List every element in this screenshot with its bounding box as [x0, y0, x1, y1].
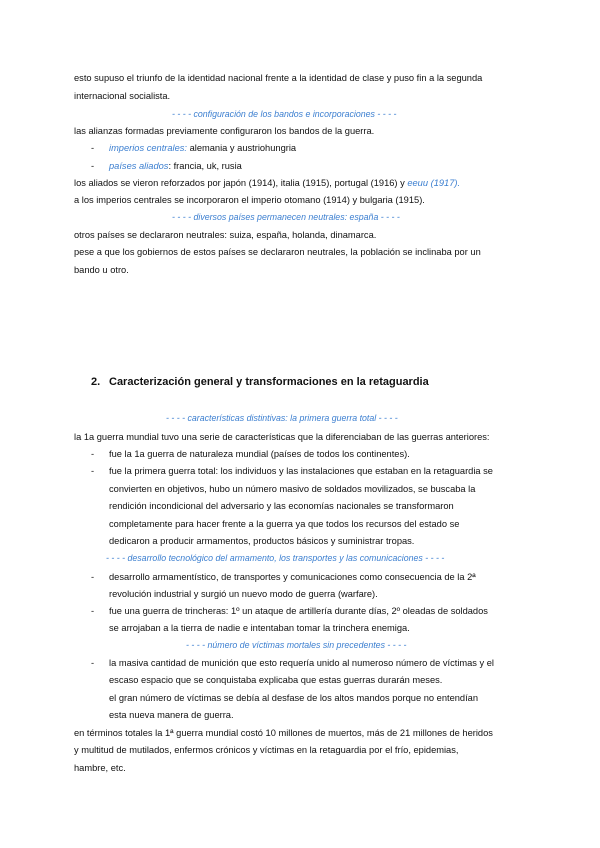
bullet-dash: -: [91, 143, 95, 153]
list-item-line: rendición incondicional del adversario y las economías nacionales se transformaron: [109, 501, 454, 511]
paragraph-line: y multitud de mutilados, enfermos crónicos y víctimas en la retaguardia por el frío, epidemias,: [74, 745, 459, 755]
list-item-line: desarrollo armamentístico, de transportes y comunicaciones como consecuencia de la 2ª: [109, 572, 476, 582]
paragraph-line: [74, 177, 460, 189]
paragraph-line: pese a que los gobiernos de estos países se declararon neutrales, la población se inclinaba por un: [74, 247, 481, 257]
paragraph-line: en términos totales la 1ª guerra mundial costó 10 millones de muertos, más de 21 millones de heridos: [74, 728, 493, 738]
section-number: 2.: [91, 376, 101, 388]
list-item-aliados: [109, 160, 242, 172]
paragraph-line: esto supuso el triunfo de la identidad nacional frente a la identidad de clase y puso fin a la segunda: [74, 73, 483, 83]
subheading-guerra-total: - - - - características distintivas: la primera guerra total - - - -: [166, 413, 398, 423]
list-item-line: revolución industrial y surgió un nuevo modo de guerra (warfare).: [109, 589, 378, 599]
paragraph-line: hambre, etc.: [74, 763, 126, 773]
paragraph-line: otros países se declararon neutrales: suiza, españa, holanda, dinamarca.: [74, 230, 377, 240]
bullet-dash: -: [91, 466, 95, 476]
list-item-line: convierten en objetivos, hubo un número masivo de soldados movilizados, se buscaba la: [109, 484, 476, 494]
subheading-victimas: - - - - número de víctimas mortales sin precedentes - - - -: [186, 640, 407, 650]
list-item-line: fue la primera guerra total: los individuos y las instalaciones que estaban en la retaguardia se: [109, 466, 493, 476]
list-item-line: el gran número de víctimas se debía al desfase de los altos mandos porque no entendían: [109, 693, 479, 703]
list-item-line: la masiva cantidad de munición que esto requería unido al numeroso número de víctimas y el: [109, 658, 494, 668]
bullet-dash: -: [91, 658, 95, 668]
paragraph-line: las alianzas formadas previamente configuraron los bandos de la guerra.: [74, 126, 375, 136]
bullet-dash: -: [91, 161, 95, 171]
list-item-line: fue una guerra de trincheras: 1º un ataque de artillería durante días, 2º oleadas de soldados: [109, 606, 488, 616]
list-item-line: dedicaron a producir armamentos, productos básicos y suministrar tropas.: [109, 536, 415, 546]
list-item-line: se arrojaban a la tierra de nadie e intentaban tomar la trinchera enemiga.: [109, 623, 410, 633]
list-item-text: alemania y austriohungria: [187, 143, 297, 153]
list-item-text: : francia, uk, rusia: [168, 161, 242, 171]
list-item-label: países aliados: [109, 161, 169, 171]
bullet-dash: -: [91, 572, 95, 582]
paragraph-text: los aliados se vieron reforzados por japón (1914), italia (1915), portugal (1916) y: [74, 178, 408, 188]
paragraph-line: a los imperios centrales se incorporaron el imperio otomano (1914) y bulgaria (1915).: [74, 195, 425, 205]
list-item-label: imperios centrales:: [109, 143, 188, 153]
paragraph-line: bando u otro.: [74, 265, 129, 275]
subheading-bandos: - - - - configuración de los bandos e incorporaciones - - - -: [172, 109, 397, 119]
paragraph-line: la 1a guerra mundial tuvo una serie de características que la diferenciaban de las guerras anteriores:: [74, 432, 490, 442]
subheading-neutrales: - - - - diversos países permanecen neutrales: españa - - - -: [172, 212, 400, 222]
list-item-imperios: [109, 142, 296, 154]
list-item-line: esta nueva manera de guerra.: [109, 710, 234, 720]
list-item: fue la 1a guerra de naturaleza mundial (países de todos los continentes).: [109, 449, 410, 459]
bullet-dash: -: [91, 449, 95, 459]
subheading-tecnologia: - - - - desarrollo tecnológico del armamento, los transportes y las comunicaciones - - - -: [106, 553, 445, 563]
bullet-dash: -: [91, 606, 95, 616]
paragraph-line: internacional socialista.: [74, 91, 171, 101]
list-item-line: escaso espacio que se conquistaba explicaba que estas guerras durarán meses.: [109, 675, 443, 685]
section-title: Caracterización general y transformaciones en la retaguardia: [109, 376, 429, 388]
list-item-line: completamente para hacer frente a la guerra ya que todos los recursos del estado se: [109, 519, 460, 529]
paragraph-emphasis: eeuu (1917).: [407, 178, 461, 188]
